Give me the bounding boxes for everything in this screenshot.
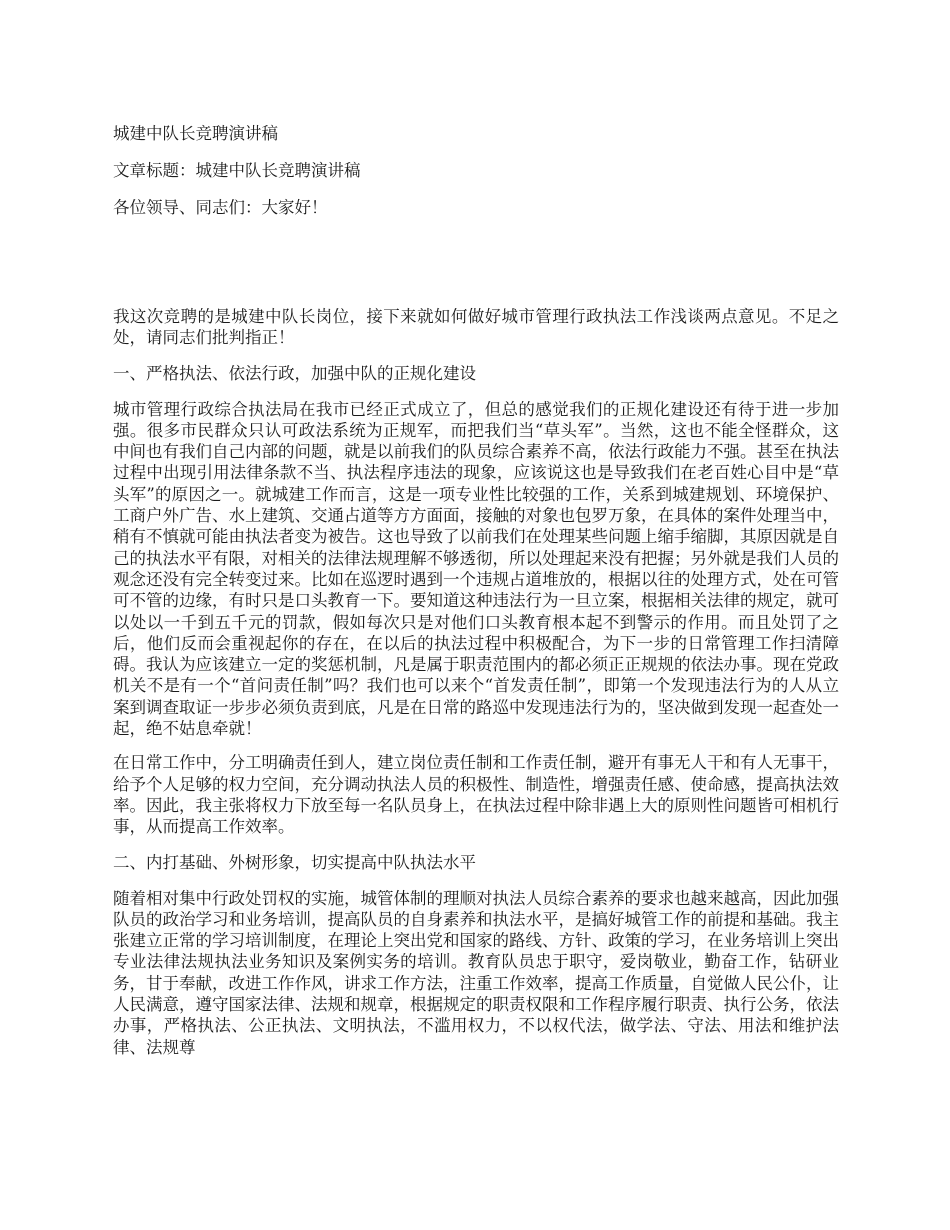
section2-heading: 二、内打基础、外树形象，切实提高中队执法水平: [113, 852, 476, 872]
spacer: [113, 875, 839, 888]
spacer: [113, 739, 839, 752]
spacer: [113, 386, 839, 399]
section2-paragraph-1: 随着相对集中行政处罚权的实施，城管体制的理顺对执法人员综合素养的要求也越来越高，因此加强队员的政治学习和业务培训，提高队员的自身素养和执法水平，是搞好城管工作的前提和基础。我主张建立正常的学习培训制度，在理论上突出党和国家的路线、方针、政策的学习，在业务培训上突出专业法律法规执法业务知识及案例实务的培训。教育队员忠于职守，爱岗敬业，勤奋工作，钻研业务，甘于奉献，改进工作作风，讲求工作方法，注重工作效率，提高工作质量，自觉做人民公仆，让人民满意，遵守国家法律、法规和规章，根据规定的职责权限和工作程序履行职责、执行公务，依法办事，严格执法、公正执法、文明执法，不滥用权力，不以权代法，做学法、守法、用法和维护法律、法规尊: [113, 888, 839, 1057]
section1-paragraph-2: 在日常工作中，分工明确责任到人，建立岗位责任制和工作责任制，避开有事无人干和有人无事干，给予个人足够的权力空间，充分调动执法人员的积极性、制造性，增强责任感、使命感，提高执法效率。因此，我主张将权力下放至每一名队员身上，在执法过程中除非遇上大的原则性问题皆可相机行事，从而提高工作效率。: [113, 753, 839, 837]
section1-paragraph-1: 城市管理行政综合执法局在我市已经正式成立了，但总的感觉我们的正规化建设还有待于进一步加强。很多市民群众只认可政法系统为正规军，而把我们当“草头军”。当然，这也不能全怪群众，这中间也有我们自己内部的问题，就是以前我们的队员综合素养不高，依法行政能力不强。甚至在执法过程中出现引用法律条款不当、执法程序违法的现象，应该说这也是导致我们在老百姓心目中是“草头军”的原因之一。就城建工作而言，这是一项专业性比较强的工作，关系到城建规划、环境保护、工商户外广告、水上建筑、交通占道等方方面面，接触的对象也包罗万象，在具体的案件处理当中，稍有不慎就可能由执法者变为被告。这也导致了以前我们在处理某些问题上缩手缩脚，其原因就是自己的执法水平有限，对相关的法律法规理解不够透彻，所以处理起来没有把握；另外就是我们人员的观念还没有完全转变过来。比如在巡逻时遇到一个违规占道堆放的，根据以往的处理方式，处在可管可不管的边缘，有时只是口头教育一下。要知道这种违法行为一旦立案，根据相关法律的规定，就可以处以一千到五千元的罚款，假如每次只是对他们口头教育根本起不到警示的作用。而且处罚了之后，他们反而会重视起你的存在，在以后的执法过程中积极配合，为下一步的日常管理工作扫清障碍。我认为应该建立一定的奖惩机制，凡是属于职责范围内的都必须正正规规的依法办事。现在党政机关不是有一个“首问责任制”吗？我们也可以来个“首发责任制”，即第一个发现违法行为的人从立案到调查取证一步步必须负责到底，凡是在日常的路巡中发现违法行为的，坚决做到发现一起查处一起，绝不姑息牵就！: [113, 399, 839, 739]
spacer: [113, 220, 839, 306]
spacer: [113, 183, 839, 196]
document-page: [113, 122, 839, 1058]
greeting: 各位领导、同志们：大家好！: [113, 198, 328, 217]
article-title-line: 文章标题：城建中队长竞聘演讲稿: [113, 161, 361, 180]
spacer: [113, 349, 839, 362]
document-title: 城建中队长竞聘演讲稿: [113, 124, 278, 143]
spacer: [113, 838, 839, 851]
spacer: [113, 146, 839, 159]
section1-heading: 一、严格执法、依法行政，加强中队的正规化建设: [113, 363, 476, 383]
intro-paragraph: 我这次竞聘的是城建中队长岗位，接下来就如何做好城市管理行政执法工作浅谈两点意见。不足之处，请同志们批判指正！: [113, 307, 839, 348]
